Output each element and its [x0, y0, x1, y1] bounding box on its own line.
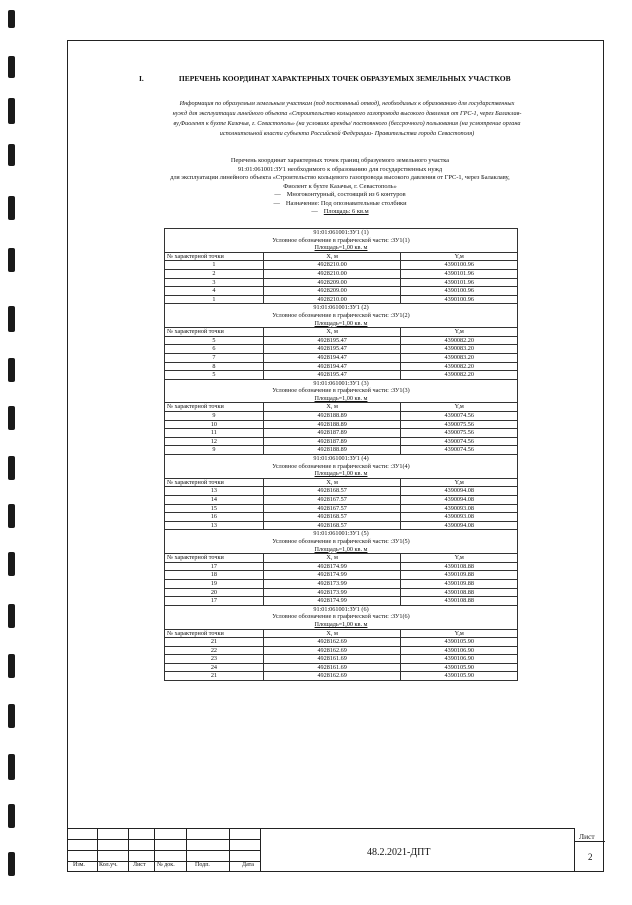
point-number: 21	[165, 638, 264, 647]
parcel-designation: Условное обозначение в графической части: :ЗУ1(1)	[165, 237, 518, 245]
intro-line: нужд для эксплуатации линейного объекта «Строительство кольцевого газопровода высокого давления от ГРС-1, через Балаклав-	[172, 110, 522, 117]
y-coordinate: 4390083.20	[401, 345, 518, 354]
y-coordinate: 4390108.88	[401, 588, 518, 597]
x-coordinate: 4928209.00	[263, 287, 401, 296]
dash: —	[311, 208, 318, 215]
point-number: 18	[165, 571, 264, 580]
list-header-line: для эксплуатации линейного объекта «Строительство кольцевого газопровода высокого давления от ГРС-1, через Балаклаву,	[170, 174, 510, 181]
x-coordinate: 4928174.99	[263, 597, 401, 606]
y-coordinate: 4390108.88	[401, 597, 518, 606]
x-coordinate: 4928188.89	[263, 412, 401, 421]
x-coordinate: 4928167.57	[263, 496, 401, 505]
point-number: 20	[165, 588, 264, 597]
y-coordinate: 4390101.96	[401, 278, 518, 287]
point-number: 17	[165, 562, 264, 571]
table-row	[165, 597, 518, 606]
y-coordinate: 4390083.20	[401, 353, 518, 362]
point-number: 17	[165, 597, 264, 606]
column-header-x: Х, м	[263, 478, 401, 487]
binding-ring	[8, 248, 15, 272]
y-coordinate: 4390109.88	[401, 579, 518, 588]
binding-ring	[8, 754, 15, 780]
list-header-line	[100, 208, 580, 217]
y-coordinate: 4390108.88	[401, 562, 518, 571]
parcel-id-row	[165, 304, 518, 312]
point-number: 4	[165, 287, 264, 296]
binding-ring	[8, 358, 15, 382]
intro-paragraph	[112, 99, 582, 139]
column-header-row	[165, 328, 518, 337]
y-coordinate: 4390109.88	[401, 571, 518, 580]
binding-ring	[8, 10, 15, 28]
y-coordinate: 4390106.90	[401, 655, 518, 664]
x-coordinate: 4928195.47	[263, 336, 401, 345]
y-coordinate: 4390075.56	[401, 429, 518, 438]
table-row	[165, 446, 518, 455]
column-header-row	[165, 629, 518, 638]
parcel-id-row	[165, 455, 518, 463]
list-header	[100, 157, 580, 217]
parcel-designation-row	[165, 538, 518, 546]
table-row	[165, 371, 518, 380]
table-row	[165, 261, 518, 270]
y-coordinate: 4390082.20	[401, 371, 518, 380]
point-number: 16	[165, 513, 264, 522]
x-coordinate: 4928187.89	[263, 437, 401, 446]
parcel-designation: Условное обозначение в графической части: :ЗУ1(3)	[165, 387, 518, 395]
binding-ring	[8, 56, 15, 78]
parcel-id-row	[165, 605, 518, 613]
point-number: 14	[165, 496, 264, 505]
y-coordinate: 4390074.56	[401, 412, 518, 421]
list-header-line	[100, 191, 580, 200]
parcel-id: 91:01:061001:ЗУ1 (3)	[165, 379, 518, 387]
y-coordinate: 4390100.96	[401, 295, 518, 304]
y-coordinate: 4390094.08	[401, 521, 518, 530]
x-coordinate: 4928194.47	[263, 362, 401, 371]
x-coordinate: 4928188.89	[263, 446, 401, 455]
binding-ring	[8, 604, 15, 628]
column-header-y: Y,м	[401, 478, 518, 487]
x-coordinate: 4928187.89	[263, 429, 401, 438]
binding-ring	[8, 144, 15, 166]
y-coordinate: 4390074.56	[401, 446, 518, 455]
binding-ring	[8, 654, 15, 678]
table-row	[165, 655, 518, 664]
binding-ring	[8, 804, 15, 828]
grid-line	[154, 828, 155, 872]
intro-line: Информация по образуемым земельным участкам (под постоянный отвод), необходимых к образованию для государственных	[179, 100, 515, 107]
y-coordinate: 4390075.56	[401, 420, 518, 429]
point-number: 15	[165, 504, 264, 513]
point-number: 9	[165, 412, 264, 421]
column-header-x: Х, м	[263, 554, 401, 563]
table-row	[165, 504, 518, 513]
grid-line	[575, 841, 605, 842]
x-coordinate: 4928167.57	[263, 504, 401, 513]
parcel-area: Площадь=1,00 кв. м	[165, 244, 518, 252]
table-row	[165, 513, 518, 522]
table-row	[165, 496, 518, 505]
x-coordinate: 4928168.57	[263, 521, 401, 530]
x-coordinate: 4928195.47	[263, 345, 401, 354]
table-row	[165, 420, 518, 429]
column-header-y: Y,м	[401, 252, 518, 261]
list-header-line: Перечень координат характерных точек границ образуемого земельного участка	[230, 157, 450, 164]
table-row	[165, 429, 518, 438]
stamp-label-list: Лист	[133, 862, 146, 868]
point-number: 10	[165, 420, 264, 429]
x-coordinate: 4928194.47	[263, 353, 401, 362]
point-number: 11	[165, 429, 264, 438]
point-number: 12	[165, 437, 264, 446]
parcel-designation-row	[165, 463, 518, 471]
table-row	[165, 412, 518, 421]
x-coordinate: 4928210.00	[263, 295, 401, 304]
grid-line	[186, 828, 187, 872]
parcel-designation-row	[165, 613, 518, 621]
column-header-row	[165, 252, 518, 261]
table-row	[165, 437, 518, 446]
parcel-area: Площадь=1,00 кв. м	[165, 546, 518, 554]
parcel-area: Площадь=1,00 кв. м	[165, 621, 518, 629]
y-coordinate: 4390074.56	[401, 437, 518, 446]
column-header-row	[165, 554, 518, 563]
x-coordinate: 4928210.00	[263, 261, 401, 270]
stamp-label-doc: № док.	[157, 862, 175, 868]
parcel-designation: Условное обозначение в графической части: :ЗУ1(2)	[165, 312, 518, 320]
list-header-line: Фиолент к бухте Казачья, г. Севастополь»	[283, 182, 397, 190]
y-coordinate: 4390100.96	[401, 287, 518, 296]
y-coordinate: 4390094.08	[401, 496, 518, 505]
table-row	[165, 269, 518, 278]
list-header-line: 91:01:061001:ЗУ1 необходимого к образованию для государственных нужд	[237, 165, 443, 173]
list-header-line	[100, 200, 580, 209]
sheet-caption: Лист	[579, 832, 595, 841]
x-coordinate: 4928168.57	[263, 513, 401, 522]
column-header-x: Х, м	[263, 629, 401, 638]
dash: —	[273, 199, 280, 207]
table-row	[165, 562, 518, 571]
dash: —	[274, 191, 281, 198]
y-coordinate: 4390105.90	[401, 638, 518, 647]
column-header-point: № характерной точки	[165, 478, 264, 487]
stamp-label-date: Дата	[242, 862, 254, 868]
intro-line: исполнительной власти субъекта Российской Федерации- Правительства города Севастополя)	[219, 130, 475, 137]
multicontour-note: Многоконтурный, состоящий из 6 контуров	[286, 191, 406, 198]
y-coordinate: 4390101.96	[401, 269, 518, 278]
parcel-area: Площадь=1,00 кв. м	[165, 395, 518, 403]
table-row	[165, 521, 518, 530]
x-coordinate: 4928161.69	[263, 663, 401, 672]
column-header-x: Х, м	[263, 252, 401, 261]
parcel-area-row	[165, 621, 518, 629]
point-number: 6	[165, 345, 264, 354]
binding-ring	[8, 504, 15, 528]
coordinates-table	[164, 228, 518, 681]
binding-ring	[8, 704, 15, 728]
grid-line	[97, 828, 98, 872]
purpose-note: Назначение: Под опознавательные столбики	[285, 199, 407, 207]
x-coordinate: 4928188.89	[263, 420, 401, 429]
binding-ring	[8, 852, 15, 876]
x-coordinate: 4928174.99	[263, 571, 401, 580]
table-row	[165, 362, 518, 371]
parcel-area: Площадь=1,00 кв. м	[165, 320, 518, 328]
column-header-y: Y,м	[401, 554, 518, 563]
table-row	[165, 278, 518, 287]
point-number: 3	[165, 278, 264, 287]
area-note: Площадь: 6 кв.м	[323, 208, 369, 215]
table-row	[165, 663, 518, 672]
parcel-id: 91:01:061001:ЗУ1 (5)	[165, 530, 518, 538]
column-header-row	[165, 478, 518, 487]
column-header-row	[165, 403, 518, 412]
parcel-id: 91:01:061001:ЗУ1 (1)	[165, 229, 518, 237]
section-heading: ПЕРЕЧЕНЬ КООРДИНАТ ХАРАКТЕРНЫХ ТОЧЕК ОБРАЗУЕМЫХ ЗЕМЕЛЬНЫХ УЧАСТКОВ	[178, 74, 511, 83]
binding-ring	[8, 98, 15, 124]
point-number: 5	[165, 336, 264, 345]
table-row	[165, 345, 518, 354]
y-coordinate: 4390100.96	[401, 261, 518, 270]
table-row	[165, 353, 518, 362]
column-header-point: № характерной точки	[165, 554, 264, 563]
parcel-id: 91:01:061001:ЗУ1 (2)	[165, 304, 518, 312]
point-number: 19	[165, 579, 264, 588]
column-header-y: Y,м	[401, 403, 518, 412]
table-row	[165, 487, 518, 496]
x-coordinate: 4928209.00	[263, 278, 401, 287]
parcel-id-row	[165, 530, 518, 538]
grid-line	[260, 828, 574, 829]
y-coordinate: 4390105.90	[401, 672, 518, 681]
parcel-id: 91:01:061001:ЗУ1 (6)	[165, 605, 518, 613]
table-row	[165, 588, 518, 597]
parcel-area-row	[165, 395, 518, 403]
x-coordinate: 4928173.99	[263, 579, 401, 588]
point-number: 1	[165, 261, 264, 270]
x-coordinate: 4928173.99	[263, 588, 401, 597]
x-coordinate: 4928210.00	[263, 269, 401, 278]
column-header-point: № характерной точки	[165, 252, 264, 261]
table-row	[165, 571, 518, 580]
binding-ring	[8, 406, 15, 430]
column-header-y: Y,м	[401, 629, 518, 638]
binding-ring	[8, 456, 15, 480]
grid-line	[128, 828, 129, 872]
intro-line: ву,Фиолент к бухте Казачья, г. Севастополь» (на условиях аренды/ постоянного (бессрочного) пользования (на усмотрение органа	[173, 120, 521, 127]
x-coordinate: 4928174.99	[263, 562, 401, 571]
point-number: 22	[165, 646, 264, 655]
table-row	[165, 287, 518, 296]
parcel-designation: Условное обозначение в графической части: :ЗУ1(5)	[165, 538, 518, 546]
binding-ring	[8, 552, 15, 576]
y-coordinate: 4390106.90	[401, 646, 518, 655]
point-number: 1	[165, 295, 264, 304]
parcel-designation-row	[165, 312, 518, 320]
sheet-box	[574, 828, 605, 872]
parcel-area-row	[165, 470, 518, 478]
parcel-designation-row	[165, 387, 518, 395]
column-header-x: Х, м	[263, 328, 401, 337]
point-number: 8	[165, 362, 264, 371]
parcel-designation: Условное обозначение в графической части: :ЗУ1(4)	[165, 463, 518, 471]
stamp-label-kol: Кол.уч.	[99, 862, 118, 868]
grid-line	[260, 828, 261, 872]
y-coordinate: 4390094.08	[401, 487, 518, 496]
binding-ring	[8, 306, 15, 332]
point-number: 23	[165, 655, 264, 664]
parcel-designation: Условное обозначение в графической части: :ЗУ1(6)	[165, 613, 518, 621]
x-coordinate: 4928162.69	[263, 672, 401, 681]
parcel-id: 91:01:061001:ЗУ1 (4)	[165, 455, 518, 463]
section-number: I.	[139, 74, 144, 83]
column-header-x: Х, м	[263, 403, 401, 412]
y-coordinate: 4390093.08	[401, 513, 518, 522]
point-number: 24	[165, 663, 264, 672]
y-coordinate: 4390093.08	[401, 504, 518, 513]
point-number: 2	[165, 269, 264, 278]
x-coordinate: 4928161.69	[263, 655, 401, 664]
y-coordinate: 4390105.90	[401, 663, 518, 672]
section-title	[139, 74, 579, 83]
column-header-point: № характерной точки	[165, 403, 264, 412]
table-row	[165, 646, 518, 655]
parcel-area: Площадь=1,00 кв. м	[165, 470, 518, 478]
point-number: 5	[165, 371, 264, 380]
point-number: 9	[165, 446, 264, 455]
x-coordinate: 4928162.69	[263, 638, 401, 647]
point-number: 7	[165, 353, 264, 362]
x-coordinate: 4928195.47	[263, 371, 401, 380]
table-row	[165, 336, 518, 345]
parcel-id-row	[165, 379, 518, 387]
sheet-number: 2	[588, 852, 593, 862]
table-row	[165, 638, 518, 647]
x-coordinate: 4928168.57	[263, 487, 401, 496]
parcel-designation-row	[165, 237, 518, 245]
table-row	[165, 672, 518, 681]
parcel-area-row	[165, 546, 518, 554]
stamp-label-sign: Подп.	[195, 862, 210, 868]
parcel-area-row	[165, 320, 518, 328]
binding-ring	[8, 196, 15, 220]
y-coordinate: 4390082.20	[401, 336, 518, 345]
grid-line	[67, 839, 260, 840]
x-coordinate: 4928162.69	[263, 646, 401, 655]
column-header-point: № характерной точки	[165, 629, 264, 638]
point-number: 13	[165, 521, 264, 530]
document-code: 48.2.2021-ДПТ	[367, 847, 431, 858]
title-block	[67, 828, 604, 872]
grid-line	[229, 828, 230, 872]
parcel-area-row	[165, 244, 518, 252]
stamp-label-izm: Изм.	[73, 862, 85, 868]
grid-line	[67, 850, 260, 851]
column-header-y: Y,м	[401, 328, 518, 337]
table-row	[165, 579, 518, 588]
point-number: 13	[165, 487, 264, 496]
column-header-point: № характерной точки	[165, 328, 264, 337]
page-binding	[0, 0, 30, 905]
table-row	[165, 295, 518, 304]
parcel-id-row	[165, 229, 518, 237]
point-number: 21	[165, 672, 264, 681]
y-coordinate: 4390082.20	[401, 362, 518, 371]
